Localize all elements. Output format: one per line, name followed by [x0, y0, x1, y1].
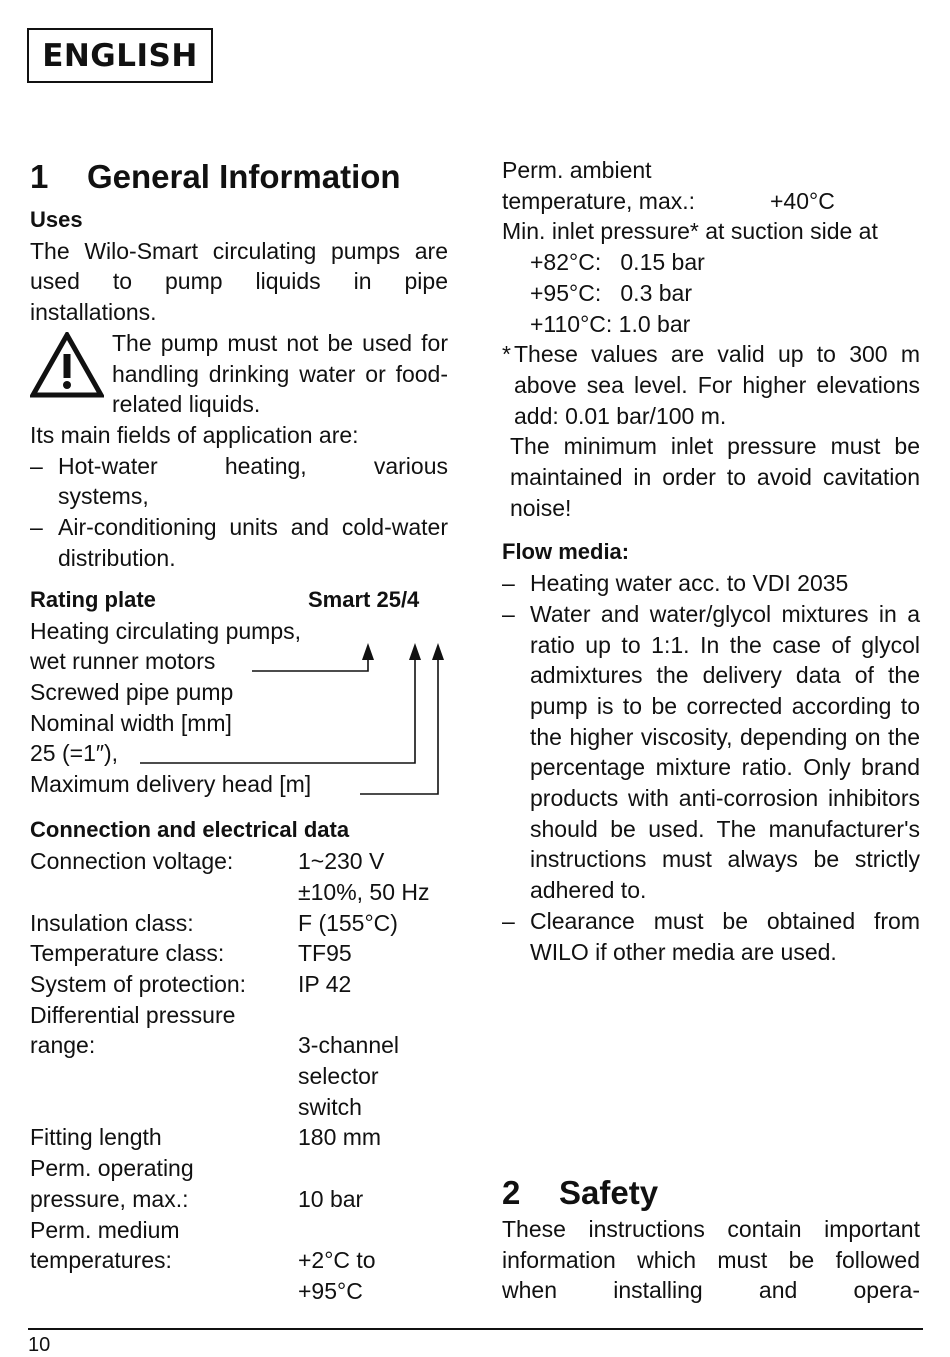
rating-plate-model: Smart 25/4	[308, 587, 420, 613]
rating-line: 25 (=1″),	[30, 740, 119, 767]
spec-value: 1~230 V	[298, 848, 385, 875]
inlet-note: The minimum inlet pressure must be maintained in order to avoid cavitation noise!	[510, 433, 920, 521]
pressure-value: +95°C: 0.3 bar	[530, 279, 692, 306]
list-dash: –	[502, 907, 515, 934]
section-title: General Information	[87, 158, 401, 195]
section-2-heading	[502, 1172, 920, 1214]
spec-key: Differential pressure	[30, 1001, 236, 1028]
rating-line: wet runner motors	[30, 648, 216, 675]
spec-value: TF95	[298, 940, 352, 967]
footnote-mark: *	[502, 341, 511, 368]
section-title: Safety	[559, 1174, 659, 1211]
spec-value: +2°C to	[298, 1247, 376, 1274]
spec-key: pressure, max.:	[30, 1185, 189, 1212]
rating-plate-diagram	[30, 585, 448, 800]
list-text: Heating water acc. to VDI 2035	[530, 570, 849, 597]
spec-key: Connection voltage:	[30, 848, 234, 875]
spec-value: 180 mm	[298, 1124, 382, 1151]
list-dash: –	[30, 452, 43, 479]
uses-heading: Uses	[30, 207, 83, 232]
spec-value: 3-channel	[298, 1032, 400, 1059]
fields-intro: Its main fields of application are:	[30, 421, 359, 448]
spec-value: IP 42	[298, 970, 352, 997]
rating-line: Nominal width [mm]	[30, 710, 232, 737]
uses-text: The Wilo-Smart circulating pumps are used to pump liquids in pipe installations.	[30, 237, 448, 326]
ambient-label: Perm. ambient	[502, 157, 652, 183]
rating-line: Maximum delivery head [m]	[30, 771, 312, 798]
pressure-value: +110°C: 1.0 bar	[530, 310, 691, 337]
list-item	[502, 599, 920, 906]
spec-value: F (155°C)	[298, 909, 398, 936]
list-text: Air-conditioning units and cold-water distribution.	[58, 514, 448, 571]
list-dash: –	[502, 570, 515, 597]
section-number: 2	[502, 1174, 521, 1211]
rating-plate-heading: Rating plate	[30, 587, 156, 613]
spec-key: Perm. medium	[30, 1216, 180, 1243]
spec-key: Perm. operating	[30, 1155, 194, 1182]
section-1-heading	[30, 155, 448, 199]
section-number: 1	[30, 158, 49, 195]
spec-value: 10 bar	[298, 1185, 364, 1212]
spec-row	[30, 846, 448, 907]
spec-key: System of protection:	[30, 970, 247, 997]
section-2	[502, 1172, 920, 1306]
spec-row	[30, 969, 448, 1000]
list-text: systems,	[58, 483, 149, 510]
spec-key: Temperature class:	[30, 940, 225, 967]
spec-value: switch	[298, 1093, 362, 1120]
left-column	[30, 155, 448, 1307]
spec-key: range:	[30, 1032, 96, 1059]
list-text: Water and water/glycol mixtures in a ratio up to 1:1. In the case of glycol admixtures the delivery data of the pump is to be corrected according to the higher viscosity, depending on the percentage mixture ratio. Only brand products with anti-corrosion inhibitors should be used. The manufacturer's instructions must always be strictly adhered to.	[530, 600, 920, 904]
spec-key: temperatures:	[30, 1247, 172, 1274]
spec-row	[30, 938, 448, 969]
ambient-label: temperature, max.:	[502, 187, 696, 214]
list-item	[502, 568, 920, 599]
warning-block	[30, 328, 448, 420]
connection-heading: Connection and electrical data	[30, 817, 350, 843]
spec-row	[30, 1153, 448, 1214]
list-dash: –	[30, 514, 43, 541]
pressure-value: +82°C: 0.15 bar	[530, 249, 705, 276]
ambient-value: +40°C	[770, 187, 835, 214]
spec-key: Fitting length	[30, 1124, 162, 1151]
spec-row	[30, 908, 448, 939]
list-text: Hot-water heating, various	[58, 452, 448, 479]
list-dash: –	[502, 600, 515, 627]
flow-media-heading: Flow media:	[502, 539, 630, 565]
rating-line: Screwed pipe pump	[30, 679, 234, 706]
footer-divider	[28, 1328, 923, 1330]
page-number: 10	[28, 1334, 51, 1356]
inlet-text: Min. inlet pressure* at suction side at	[502, 218, 878, 245]
ambient-row	[502, 186, 920, 217]
spec-value: +95°C	[298, 1277, 363, 1304]
list-item	[30, 512, 448, 573]
list-item	[502, 906, 920, 967]
footnote-text: These values are valid up to 300 m above sea level. For higher elevations add: 0.01 bar/100 m.	[514, 341, 920, 429]
warning-icon	[30, 328, 112, 420]
list-item	[30, 451, 448, 512]
spec-value: ±10%, 50 Hz	[298, 878, 430, 905]
warning-text: The pump must not be used for handling drinking water or food-related liquids.	[112, 329, 448, 418]
list-text: Clearance must be obtained from WILO if other media are used.	[530, 907, 920, 965]
right-column	[502, 155, 920, 967]
footnote	[502, 339, 920, 431]
spec-row	[30, 1122, 448, 1153]
safety-text: These instructions contain important information which must be followed when installing and opera-	[502, 1216, 920, 1304]
spec-row	[30, 1215, 448, 1307]
rating-line: Heating circulating pumps,	[30, 618, 302, 645]
language-label: ENGLISH	[27, 28, 213, 83]
spec-value: selector	[298, 1063, 379, 1090]
spec-row	[30, 1000, 448, 1123]
spec-key: Insulation class:	[30, 909, 194, 936]
